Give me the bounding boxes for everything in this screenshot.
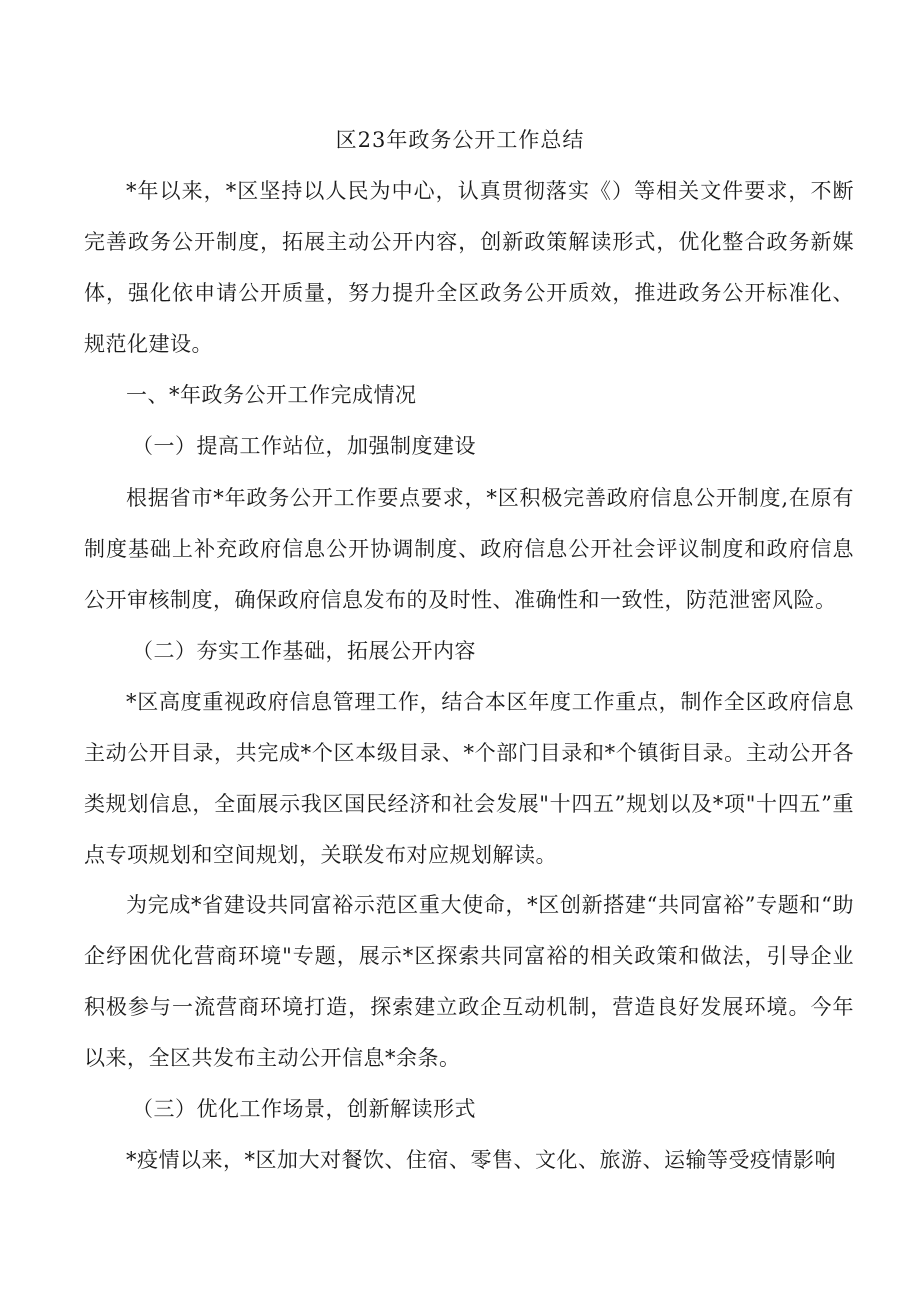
- subsection-3-paragraph: *疫情以来，*区加大对餐饮、住宿、零售、文化、旅游、运输等受疫情影响: [126, 1148, 836, 1172]
- subsection-1-paragraph: 根据省市*年政务公开工作要点要求，*区积极完善政府信息公开制度,在原有制度基础上补充政府信息公开协调制度、政府信息公开社会评议制度和政府信息公开审核制度，确保政府信息发布的及时性、准确性和一致性，防范泄密风险。: [84, 486, 854, 612]
- subsection-heading-2: （二）夯实工作基础，拓展公开内容: [132, 639, 476, 663]
- subsection-heading-3: （三）优化工作场景，创新解读形式: [132, 1097, 476, 1121]
- subsection-2-paragraph-2: 为完成*省建设共同富裕示范区重大使命，*区创新搭建“共同富裕”专题和“助企纾困优化营商环境"专题，展示*区探索共同富裕的相关政策和做法，引导企业积极参与一流营商环境打造，探索建立政企互动机制，营造良好发展环境。今年以来，全区共发布主动公开信息*余条。: [84, 893, 854, 1070]
- subsection-2-paragraph-1: *区高度重视政府信息管理工作，结合本区年度工作重点，制作全区政府信息主动公开目录，共完成*个区本级目录、*个部门目录和*个镇街目录。主动公开各类规划信息，全面展示我区国民经济和社会发展"十四五”规划以及*项"十四五”重点专项规划和空间规划，关联发布对应规划解读。: [84, 690, 854, 867]
- document-title: 区23年政务公开工作总结: [335, 128, 585, 152]
- subsection-heading-1: （一）提高工作站位，加强制度建设: [132, 434, 476, 458]
- section-heading-1: 一、*年政务公开工作完成情况: [126, 383, 417, 407]
- intro-paragraph: *年以来，*区坚持以人民为中心，认真贯彻落实《）等相关文件要求，不断完善政务公开制度，拓展主动公开内容，创新政策解读形式，优化整合政务新媒体，强化依申请公开质量，努力提升全区政务公开质效，推进政务公开标准化、规范化建设。: [84, 179, 854, 356]
